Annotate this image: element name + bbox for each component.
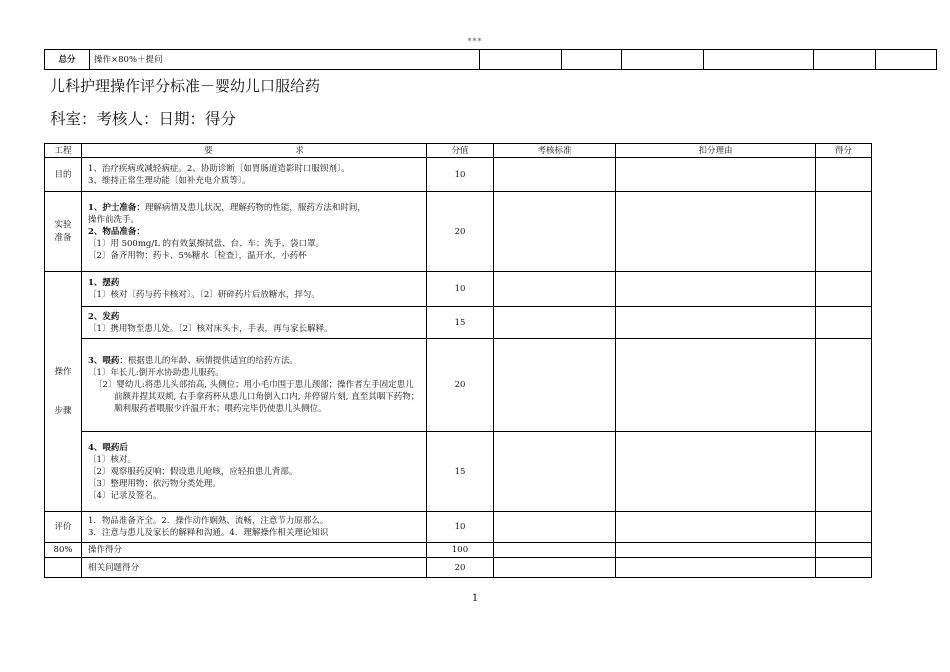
- score-value: 20: [427, 558, 494, 578]
- table-row: [45, 558, 872, 578]
- page-number: 1: [471, 593, 479, 604]
- total-score-label: 总分: [45, 50, 90, 70]
- table-row: [45, 192, 872, 272]
- col-item: 工程: [45, 144, 82, 158]
- total-score-row: [44, 49, 937, 70]
- score-value: 10: [427, 512, 494, 543]
- table-row: [45, 543, 872, 558]
- row-label-evaluate: 评价: [45, 512, 82, 543]
- score-value: 15: [427, 307, 494, 339]
- row-label-steps: 操作 步骤: [45, 272, 82, 512]
- table-row: [45, 432, 872, 512]
- col-score: 分值: [427, 144, 494, 158]
- dispense-text: 1、摆药 〔1〕核对〔药与药卡核对〕。〔2〕研碎药片后放糖水，拌匀。: [82, 272, 427, 307]
- col-requirement: 要 求: [82, 144, 427, 158]
- document-subtitle: 科室：考核人：日期：得分: [50, 110, 237, 128]
- evaluate-text: 1．物品准备齐全。2．操作动作娴熟、流畅，注意节力原那么。 3．注意与患儿及家长的解释和沟通。4．理解操作相关理论知识: [82, 512, 427, 543]
- score-value: 100: [427, 543, 494, 558]
- score-value: 15: [427, 432, 494, 512]
- document-title: 儿科护理操作评分标准－婴幼儿口服给药: [50, 77, 321, 95]
- header-row: [45, 144, 872, 158]
- score-value: 20: [427, 339, 494, 432]
- deliver-text: 2、发药 〔1〕携用物至患儿处。〔2〕核对床头卡，手表，再与家长解释。: [82, 307, 427, 339]
- purpose-text: 1、治疗疾病或减轻病症。2、协助诊断〔如胃肠道造影时口服钡剂〕。 3、维持正常生理功能〔如补充电介质等〕。: [82, 158, 427, 192]
- op-score-text: 操作得分: [82, 543, 427, 558]
- col-deduct: 扣分理由: [616, 144, 816, 158]
- table-row: [45, 307, 872, 339]
- table-row: [45, 339, 872, 432]
- col-standard: 考核标准: [494, 144, 616, 158]
- qa-score-text: 相关问题得分: [82, 558, 427, 578]
- after-text: 4、喂药后 〔1〕核对。 〔2〕观察服药反响；假设患儿呛咳，应轻拍患儿背部。 〔3〕整理用物；依污物分类处理。 〔4〕记录及签名。: [82, 432, 427, 512]
- prep-text: 1、护士准备：理解病情及患儿状况，理解药物的性能，服药方法和时间， 操作前洗手。 2、物品准备： 〔1〕用 500mg/L 的有效氯擦拭盘、台、车；洗手、袋口罩。 〔2〕备齐用物：药卡、5%糖水〔检查〕，温开水，小药杯: [82, 192, 427, 272]
- feed-text: 3、喂药：根据患儿的年龄、病情提供适宜的给药方法。 〔1〕年长儿:倒开水协助患儿服药。 〔2〕婴幼儿:将患儿头部抬高, 头侧位；用小毛巾围于患儿颈部；操作者左手固定患儿前额并捏其双颊, 右手拿药杯从患儿口角倒入口内, 并停留片刻, 直至其咽下药物；顺利服药者喂服少许温开水；喂药完毕仍使患儿头侧位。: [82, 339, 427, 432]
- table-row: [45, 512, 872, 543]
- table-row: [45, 158, 872, 192]
- total-score-formula: 操作×80%＋提问: [90, 50, 480, 70]
- header-marks: ***: [467, 37, 483, 46]
- row-label-purpose: 目的: [45, 158, 82, 192]
- scoring-table: [44, 143, 872, 578]
- row-label-prep: 实验 准备: [45, 192, 82, 272]
- score-value: 10: [427, 158, 494, 192]
- score-value: 20: [427, 192, 494, 272]
- score-value: 10: [427, 272, 494, 307]
- col-got: 得分: [816, 144, 872, 158]
- row-label-percent: 80%: [45, 543, 82, 558]
- table-row: [45, 272, 872, 307]
